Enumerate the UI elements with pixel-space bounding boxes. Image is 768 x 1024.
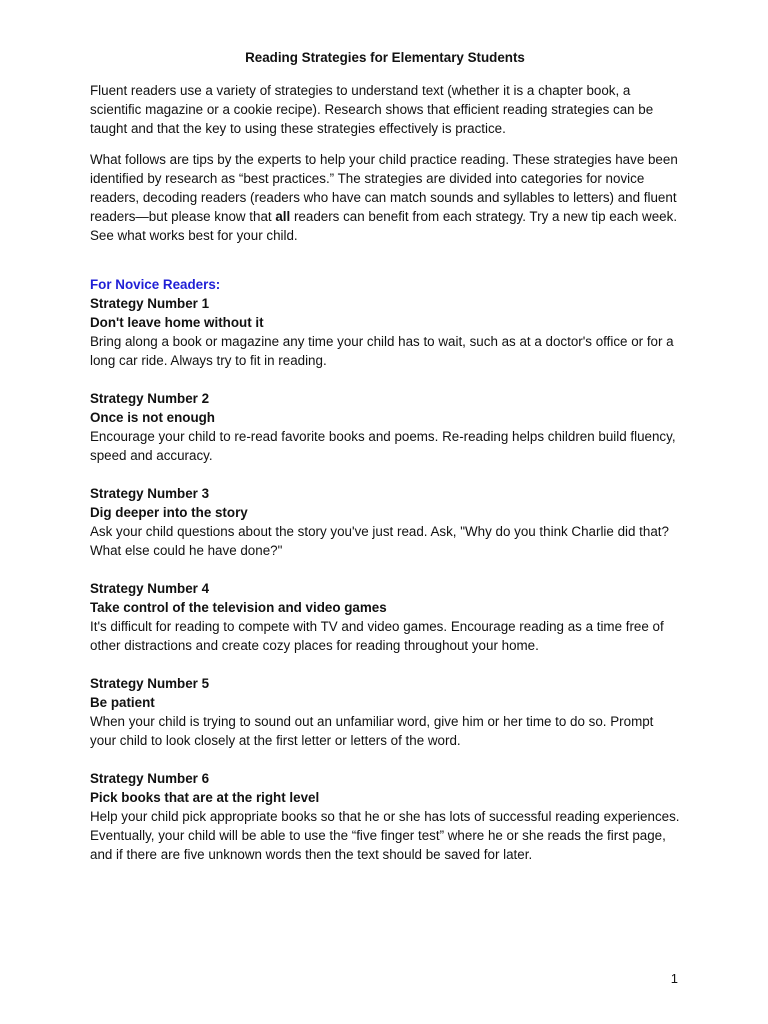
strategy-number: Strategy Number 5 — [90, 676, 210, 691]
intro-paragraph-2-bold: all — [275, 209, 291, 224]
strategy-body: Encourage your child to re-read favorite books and poems. Re-reading helps children build fluency, speed and accuracy. — [90, 429, 676, 463]
strategy-title: Once is not enough — [90, 410, 215, 425]
strategy-item — [90, 674, 680, 750]
strategy-item — [90, 579, 680, 655]
intro-paragraph-2-text-a: What follows are tips by the experts to help your child practice reading. These strategies have been identified by research as “best practices.” The strategies are divided into categories for novice readers, decoding readers (readers who have can match sounds and syllables to letters) and fluent readers—but please know that — [90, 152, 678, 224]
strategy-number: Strategy Number 3 — [90, 486, 210, 501]
strategy-title: Be patient — [90, 695, 155, 710]
intro-paragraph-2-text-b: readers can benefit from each strategy. Try a new tip each week. See what works best for your child. — [90, 209, 678, 243]
strategy-number: Strategy Number 4 — [90, 581, 210, 596]
intro-paragraph-1: Fluent readers use a variety of strategies to understand text (whether it is a chapter book, a scientific magazine or a cookie recipe). Research shows that efficient reading strategies can be taught and that the key to using these strategies effectively is practice. — [90, 83, 654, 136]
strategy-body: Help your child pick appropriate books so that he or she has lots of successful reading experiences. Eventually, your child will be able to use the “five finger test” where he or she reads the first page, and if there are five unknown words then the text should be saved for later. — [90, 809, 680, 862]
document-body — [90, 48, 680, 883]
strategy-title: Take control of the television and video games — [90, 600, 387, 615]
strategy-title: Dig deeper into the story — [90, 505, 248, 520]
strategy-item — [90, 389, 680, 465]
strategy-item — [90, 294, 680, 370]
section-heading-novice: For Novice Readers: — [90, 277, 221, 292]
intro-paragraph-2 — [90, 150, 680, 245]
strategy-number: Strategy Number 1 — [90, 296, 210, 311]
strategy-number: Strategy Number 2 — [90, 391, 210, 406]
strategy-title: Pick books that are at the right level — [90, 790, 320, 805]
strategy-item — [90, 769, 680, 864]
strategy-body: Ask your child questions about the story you've just read. Ask, "Why do you think Charlie did that? What else could he have done?" — [90, 524, 669, 558]
document-title: Reading Strategies for Elementary Students — [245, 50, 525, 65]
page-number: 1 — [670, 971, 678, 986]
strategy-title: Don't leave home without it — [90, 315, 264, 330]
strategy-item — [90, 484, 680, 560]
strategy-body: It's difficult for reading to compete with TV and video games. Encourage reading as a time free of other distractions and create cozy places for reading throughout your home. — [90, 619, 664, 653]
strategy-body: When your child is trying to sound out an unfamiliar word, give him or her time to do so. Prompt your child to look closely at the first letter or letters of the word. — [90, 714, 654, 748]
strategy-body: Bring along a book or magazine any time your child has to wait, such as at a doctor's office or for a long car ride. Always try to fit in reading. — [90, 334, 674, 368]
strategy-number: Strategy Number 6 — [90, 771, 210, 786]
